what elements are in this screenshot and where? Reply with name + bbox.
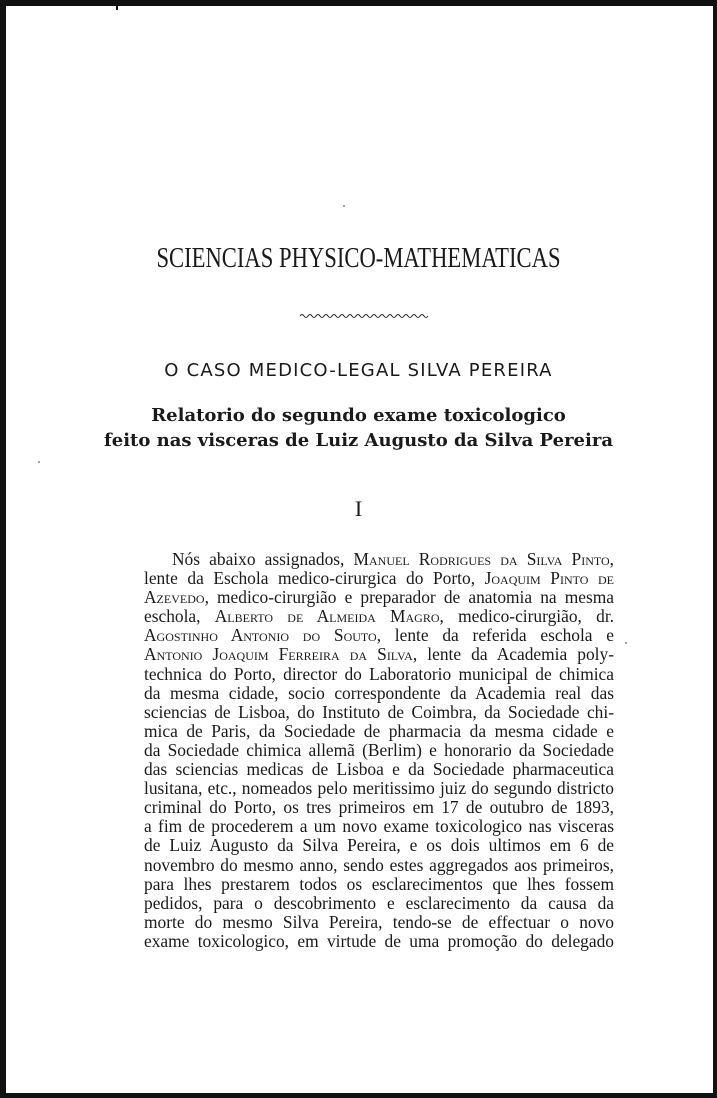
scan-border-left	[0, 0, 6, 1098]
paragraph-line: mica de Paris, da Sociedade de pharmacia da mesma cidade e	[144, 720, 614, 741]
paragraph-line: para lhes prestarem todos os esclarecimentos que lhes fossem	[144, 873, 614, 894]
paragraph-line	[144, 569, 614, 588]
person-name: Azevedo	[144, 587, 205, 608]
person-name: Agostinho Antonio do Souto	[144, 625, 377, 646]
text-run: lente da Eschola medico-cirurgica do Porto,	[144, 568, 485, 589]
scan-border-bottom	[0, 1093, 717, 1098]
paragraph-line: morte do mesmo Silva Pereira, tendo-se de effectuar o novo	[144, 911, 614, 932]
paragraph-line: da Sociedade chimica allemã (Berlim) e honorario da Sociedade	[144, 739, 614, 760]
scan-edge-mark	[116, 0, 118, 10]
scan-border-top	[0, 0, 717, 6]
scan-speck	[343, 205, 345, 207]
text-run: , medico-cirurgião, dr.	[439, 606, 614, 627]
text-run: eschola,	[144, 606, 215, 627]
person-name: Antonio Joaquim Ferreira da Silva	[144, 644, 413, 665]
text-run: ,	[609, 549, 615, 569]
decorative-rule-ornament	[300, 312, 430, 320]
body-paragraph	[144, 550, 614, 951]
scan-speck	[38, 461, 40, 463]
paragraph-line: a fim de procederem a um novo exame toxicologico nas visceras	[144, 816, 614, 837]
text-run: , medico-cirurgião e preparador de anatomia na mesma	[204, 587, 614, 608]
paragraph-line	[144, 626, 614, 645]
text-run: , lente da referida eschola e	[376, 625, 615, 646]
chapter-numeral: I	[354, 496, 363, 521]
paragraph-line: technica do Porto, director do Laboratorio municipal de chimica	[144, 663, 614, 684]
paragraph-line	[144, 645, 614, 664]
case-title: O CASO MEDICO-LEGAL SILVA PEREIRA	[164, 360, 553, 381]
paragraph-line: exame toxicologico, em virtude de uma promoção do delegado	[144, 930, 614, 951]
person-name: Joaquim Pinto de	[484, 568, 614, 589]
paragraph-line: novembro do mesmo anno, sendo estes aggregados aos primeiros,	[144, 854, 614, 875]
paragraph-line: criminal do Porto, os tres primeiros em 17 de outubro de 1893,	[144, 797, 614, 818]
report-subtitle-line-1: Relatorio do segundo exame toxicologico	[151, 405, 566, 426]
paragraph-line: da mesma cidade, socio correspondente da Academia real das	[144, 682, 614, 703]
person-name: Manuel Rodrigues da Silva Pinto	[353, 549, 610, 569]
paragraph-line: sciencias de Lisboa, do Instituto de Coimbra, da Sociedade chi-	[144, 701, 614, 722]
paragraph-line: de Luiz Augusto da Silva Pereira, e os dois ultimos em 6 de	[144, 835, 614, 856]
person-name: Alberto de Almeida Magro	[214, 606, 440, 627]
paragraph-line: lusitana, etc., nomeados pelo meritissimo juiz do segundo districto	[144, 778, 614, 799]
section-title: SCIENCIAS PHYSICO-MATHEMATICAS	[156, 242, 561, 274]
paragraph-line: pedidos, para o descobrimento e esclarecimento da causa da	[144, 892, 614, 913]
text-run: Nós abaixo assignados,	[172, 549, 354, 569]
paragraph-line	[144, 588, 614, 607]
report-subtitle-line-2: feito nas visceras de Luiz Augusto da Silva Pereira	[104, 430, 613, 451]
paragraph-line: das sciencias medicas de Lisboa e da Sociedade pharmaceutica	[144, 759, 614, 780]
paragraph-line	[144, 550, 614, 569]
text-run: , lente da Academia poly-	[412, 644, 614, 665]
paragraph-line	[144, 607, 614, 626]
scan-speck	[625, 642, 627, 644]
scan-border-right	[713, 0, 717, 1098]
